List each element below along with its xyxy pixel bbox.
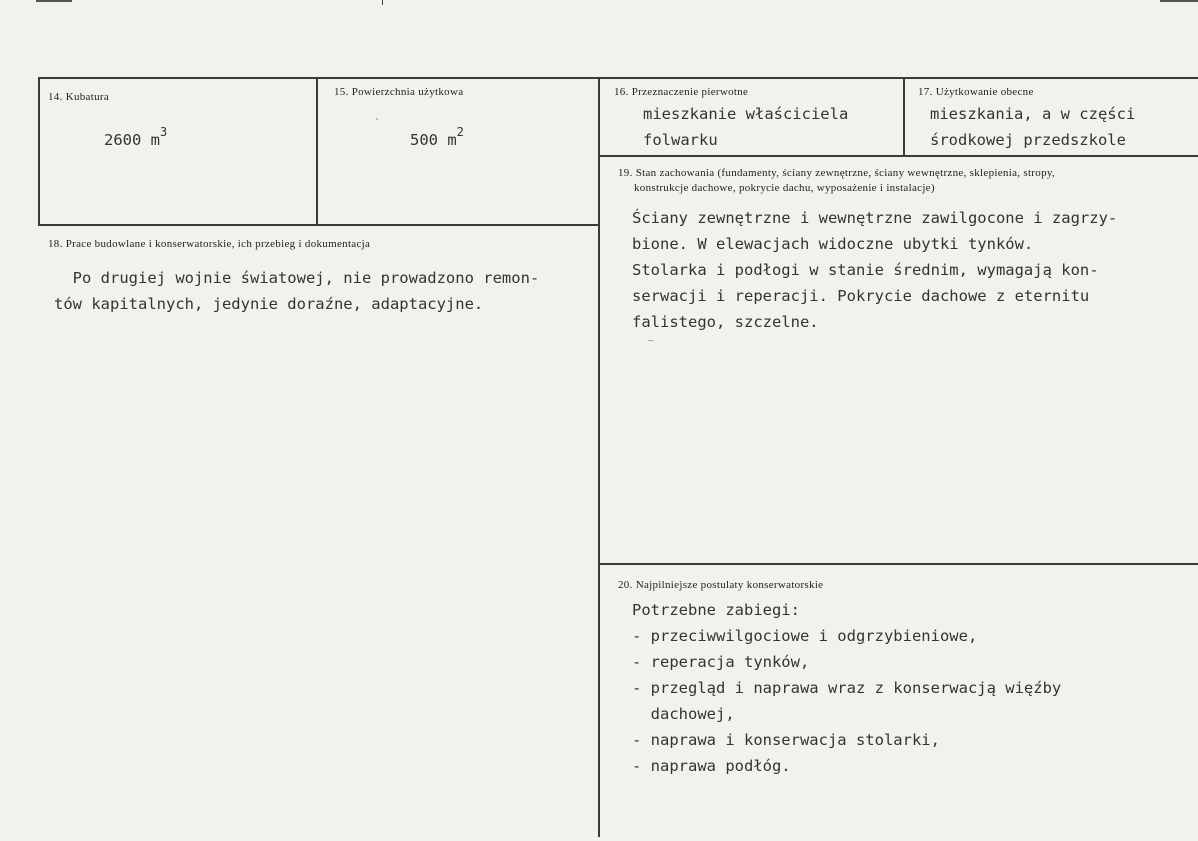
field-20-line-5: dachowej,	[632, 705, 735, 723]
field-18-line-1: Po drugiej wojnie światowej, nie prowadzono remon-	[54, 269, 540, 287]
field-14-label: 14. Kubatura	[48, 91, 110, 103]
rule-v-14-15	[316, 77, 318, 226]
field-14-number: 2600 m	[104, 131, 160, 149]
field-20-line-7: - naprawa podłóg.	[632, 757, 791, 775]
field-19-line-4: serwacji i reperacji. Pokrycie dachowe z eternitu	[632, 287, 1090, 305]
paper-speck	[376, 118, 378, 120]
field-18-line-2: tów kapitalnych, jedynie doraźne, adaptacyjne.	[54, 295, 484, 313]
field-18-label: 18. Prace budowlane i konserwatorskie, ich przebieg i dokumentacja	[48, 238, 371, 250]
rule-top	[38, 77, 1198, 79]
field-19-label-line-1: 19. Stan zachowania (fundamenty, ściany zewnętrzne, ściany wewnętrzne, sklepienia, stropy,	[618, 167, 1056, 179]
field-17-line-2: środkowej przedszkole	[930, 131, 1126, 149]
field-19-line-1: Ściany zewnętrzne i wewnętrzne zawilgocone i zagrzy-	[632, 209, 1118, 227]
field-19-line-5: falistego, szczelne.	[632, 313, 819, 331]
paper-speck	[648, 340, 654, 341]
top-edge-mark-right	[1160, 0, 1198, 2]
field-16-label: 16. Przeznaczenie pierwotne	[614, 86, 749, 98]
field-20-line-3: - reperacja tynków,	[632, 653, 810, 671]
top-edge-tick	[382, 0, 383, 5]
field-17-label: 17. Użytkowanie obecne	[918, 86, 1034, 98]
field-17-line-1: mieszkania, a w części	[930, 105, 1136, 123]
rule-row3-right	[599, 563, 1198, 565]
field-19-label-line-2: konstrukcje dachowe, pokrycie dachu, wyposażenie i instalacje)	[634, 182, 935, 194]
field-20-line-2: - przeciwwilgociowe i odgrzybieniowe,	[632, 627, 978, 645]
field-16-line-1: mieszkanie właściciela	[643, 105, 849, 123]
field-15-unit-exponent: 2	[456, 125, 464, 139]
field-20-label: 20. Najpilniejsze postulaty konserwatorskie	[618, 579, 824, 591]
rule-v-16-17	[903, 77, 905, 156]
field-20-line-1: Potrzebne zabiegi:	[632, 601, 800, 619]
top-edge-mark-left	[36, 0, 72, 2]
field-19-line-2: bione. W elewacjach widoczne ubytki tynków.	[632, 235, 1034, 253]
field-15-value	[410, 127, 464, 154]
rule-row2-left	[38, 224, 600, 226]
rule-row2-right	[599, 155, 1198, 157]
rule-v-center	[598, 77, 600, 837]
field-16-line-2: folwarku	[643, 131, 718, 149]
field-15-label: 15. Powierzchnia użytkowa	[334, 86, 464, 98]
field-14-unit-exponent: 3	[160, 125, 168, 139]
rule-v-left-edge	[38, 77, 40, 226]
field-14-value	[104, 127, 167, 154]
field-15-number: 500 m	[410, 131, 457, 149]
field-20-line-6: - naprawa i konserwacja stolarki,	[632, 731, 940, 749]
field-19-line-3: Stolarka i podłogi w stanie średnim, wymagają kon-	[632, 261, 1099, 279]
field-20-line-4: - przegląd i naprawa wraz z konserwacją więźby	[632, 679, 1062, 697]
